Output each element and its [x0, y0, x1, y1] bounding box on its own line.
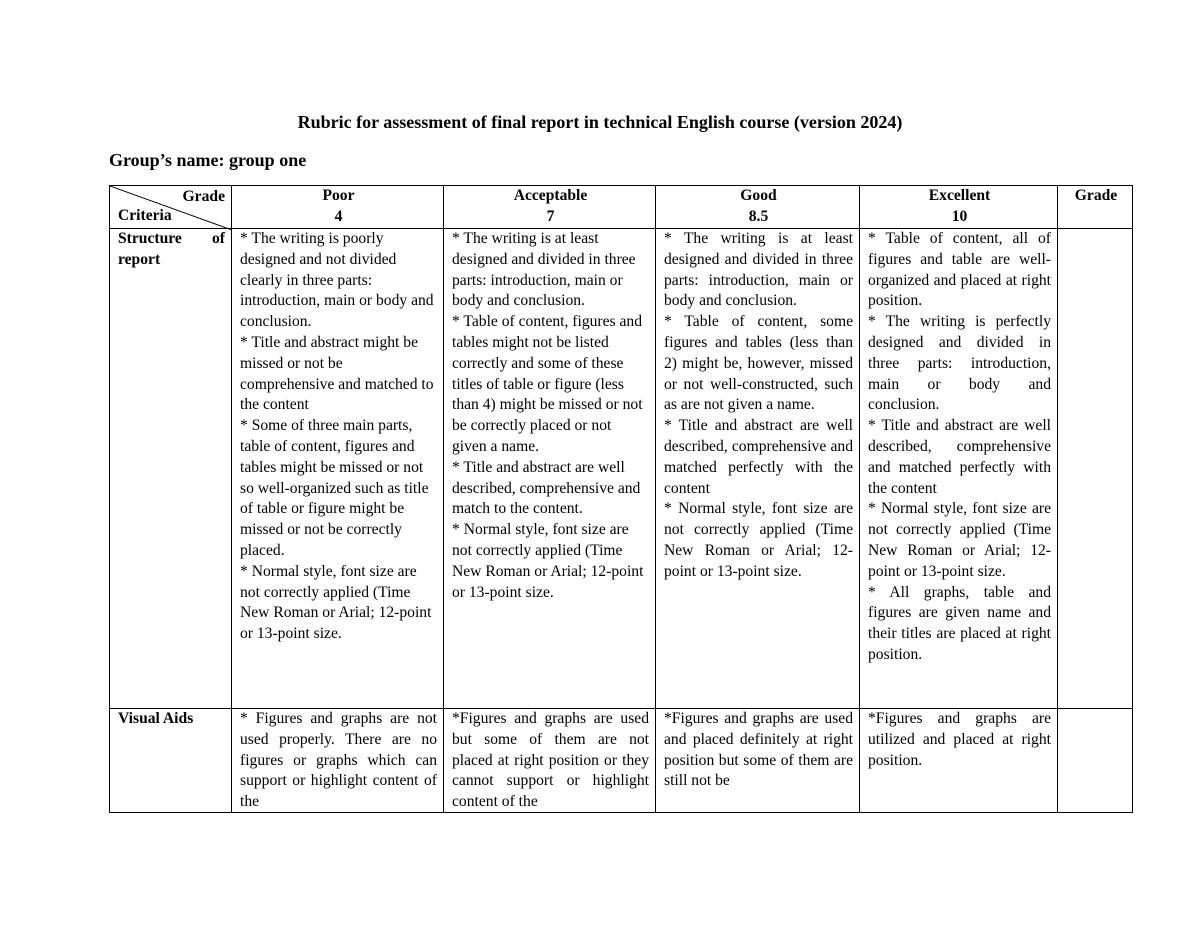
level-name: Acceptable	[513, 187, 588, 204]
descriptor-item: * Figures and graphs are not used properly. There are no figures or graphs which can support or highlight content of the	[240, 710, 437, 811]
level-score: 7	[546, 207, 555, 225]
descriptor-item: *Figures and graphs are used but some of them are not placed at right position or they cannot support or highlight content of the	[452, 710, 649, 811]
level-score: 10	[951, 207, 968, 225]
criterion-cell: Structure of report	[110, 229, 232, 709]
level-header-good	[656, 186, 860, 229]
descriptor-item: * Title and abstract are well described, comprehensive and matched perfectly with the content	[868, 417, 1051, 497]
descriptor-cell-acceptable	[444, 229, 656, 709]
descriptor-item: * Title and abstract are well described, comprehensive and matched perfectly with the content	[664, 417, 853, 497]
descriptor-cell-excellent	[860, 229, 1058, 709]
table-row	[110, 229, 1133, 709]
descriptor-item: * Title and abstract are well described, comprehensive and match to the content.	[452, 458, 641, 518]
descriptor-cell-acceptable	[444, 709, 656, 813]
level-name: Excellent	[928, 187, 991, 204]
descriptor-item: * The writing is at least designed and divided in three parts: introduction, main or body and conclusion.	[452, 230, 636, 310]
rubric-table	[109, 185, 1133, 813]
level-score: 8.5	[748, 207, 769, 225]
level-name: Poor	[322, 187, 355, 204]
document-title: Rubric for assessment of final report in technical English course (version 2024)	[297, 112, 903, 132]
descriptor-item: * Normal style, font size are not correctly applied (Time New Roman or Arial; 12-point or 13-point size.	[452, 521, 644, 601]
level-header-poor	[232, 186, 444, 229]
grade-cell[interactable]	[1058, 229, 1133, 709]
descriptor-item: * Table of content, all of figures and table are well-organized and placed at right position.	[868, 230, 1051, 310]
descriptor-item: * The writing is perfectly designed and divided in three parts: introduction, main or body and conclusion.	[868, 313, 1051, 414]
descriptor-cell-poor	[232, 229, 444, 709]
descriptor-item: * Table of content, some figures and tables (less than 2) might be, however, missed or not well-constructed, such as are not given a name.	[664, 313, 853, 414]
descriptor-item: * Some of three main parts, table of content, figures and tables might be missed or not so well-organized such as title of table or figure might be missed or not be correctly placed.	[240, 417, 429, 559]
descriptor-item: * All graphs, table and figures are given name and their titles are placed at right position.	[868, 583, 1051, 663]
group-name: Group’s name: group one	[109, 150, 307, 170]
corner-criteria-label: Criteria	[118, 207, 172, 225]
level-header-excellent	[860, 186, 1058, 229]
descriptor-item: * Normal style, font size are not correctly applied (Time New Roman or Arial; 12-point or 13-point size.	[664, 500, 853, 580]
criterion-cell: Visual Aids	[110, 709, 232, 813]
header-row	[110, 186, 1133, 229]
descriptor-item: * The writing is at least designed and divided in three parts: introduction, main or body and conclusion.	[664, 230, 853, 310]
descriptor-cell-good	[656, 229, 860, 709]
descriptor-cell-good	[656, 709, 860, 813]
descriptor-item: * Table of content, figures and tables might not be listed correctly and some of these titles of table or figure (less than 4) might be missed or not be correctly placed or not given a name.	[452, 313, 643, 455]
level-name: Good	[740, 187, 777, 204]
descriptor-item: * Title and abstract might be missed or not be comprehensive and matched to the content	[240, 333, 434, 414]
descriptor-item: * Normal style, font size are not correctly applied (Time New Roman or Arial; 12-point or 13-point size.	[240, 562, 432, 643]
descriptor-item: * The writing is poorly designed and not divided clearly in three parts: introduction, main or body and conclusion.	[240, 230, 434, 331]
table-row	[110, 709, 1133, 813]
corner-grade-label: Grade	[182, 188, 225, 205]
level-score: 4	[334, 207, 343, 225]
descriptor-cell-excellent	[860, 709, 1058, 813]
descriptor-item: *Figures and graphs are utilized and placed at right position.	[868, 710, 1051, 769]
grade-column-header: Grade	[1058, 186, 1133, 229]
descriptor-item: *Figures and graphs are used and placed definitely at right position but some of them are still not be	[664, 710, 853, 790]
corner-header-cell	[110, 186, 232, 229]
grade-cell[interactable]	[1058, 709, 1133, 813]
descriptor-cell-poor	[232, 709, 444, 813]
descriptor-item: * Normal style, font size are not correctly applied (Time New Roman or Arial; 12-point or 13-point size.	[868, 500, 1051, 580]
level-header-acceptable	[444, 186, 656, 229]
